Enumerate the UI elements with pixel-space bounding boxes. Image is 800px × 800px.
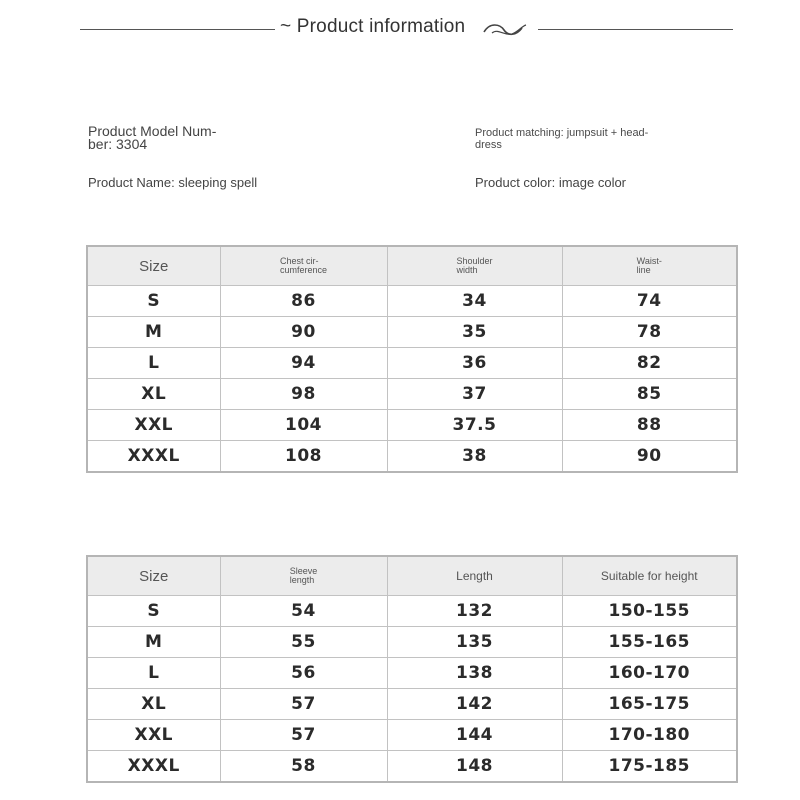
table-row xyxy=(87,751,737,783)
cell-height: 160-170 xyxy=(562,658,737,689)
cell-size: XL xyxy=(87,379,220,410)
cell-chest: 98 xyxy=(220,379,387,410)
cell-shoulder: 35 xyxy=(387,317,562,348)
cell-sleeve: 57 xyxy=(220,689,387,720)
cell-length: 142 xyxy=(387,689,562,720)
cell-size: M xyxy=(87,627,220,658)
size-table-length-height xyxy=(86,555,738,783)
header-shoulder xyxy=(387,246,562,286)
cell-waist: 82 xyxy=(562,348,737,379)
cell-height: 150-155 xyxy=(562,596,737,627)
product-matching: Product matching: jumpsuit + head- dress xyxy=(475,127,649,151)
cell-height: 170-180 xyxy=(562,720,737,751)
cell-chest: 86 xyxy=(220,286,387,317)
cell-sleeve: 56 xyxy=(220,658,387,689)
cell-size: XL xyxy=(87,689,220,720)
cell-chest: 90 xyxy=(220,317,387,348)
section-header xyxy=(0,14,800,44)
cell-size: S xyxy=(87,596,220,627)
size-table-body-measurements xyxy=(86,245,738,473)
cell-shoulder: 36 xyxy=(387,348,562,379)
cell-shoulder: 37 xyxy=(387,379,562,410)
cell-waist: 88 xyxy=(562,410,737,441)
cell-sleeve: 55 xyxy=(220,627,387,658)
cell-size: XXXL xyxy=(87,441,220,473)
table-row xyxy=(87,596,737,627)
cell-chest: 108 xyxy=(220,441,387,473)
cell-size: XXL xyxy=(87,410,220,441)
cell-height: 155-165 xyxy=(562,627,737,658)
header-waist-label: Waist- line xyxy=(636,256,662,275)
table-row xyxy=(87,379,737,410)
table-row xyxy=(87,627,737,658)
cell-length: 138 xyxy=(387,658,562,689)
header-chest xyxy=(220,246,387,286)
cell-size: M xyxy=(87,317,220,348)
cell-size: L xyxy=(87,348,220,379)
table-row xyxy=(87,348,737,379)
cell-shoulder: 34 xyxy=(387,286,562,317)
header-shoulder-label: Shoulder width xyxy=(456,256,493,275)
header-height: Suitable for height xyxy=(562,556,737,596)
cell-chest: 94 xyxy=(220,348,387,379)
cell-waist: 78 xyxy=(562,317,737,348)
cell-shoulder: 37.5 xyxy=(387,410,562,441)
cell-size: L xyxy=(87,658,220,689)
table-header-row xyxy=(87,556,737,596)
header-length: Length xyxy=(387,556,562,596)
cell-sleeve: 57 xyxy=(220,720,387,751)
cell-waist: 90 xyxy=(562,441,737,473)
cell-size: XXXL xyxy=(87,751,220,783)
product-name: Product Name: sleeping spell xyxy=(88,175,258,190)
cell-length: 148 xyxy=(387,751,562,783)
header-sleeve-label: Sleeve length xyxy=(289,566,318,585)
table-row xyxy=(87,410,737,441)
table-row xyxy=(87,441,737,473)
header-size: Size xyxy=(87,556,220,596)
product-model-number: Product Model Num- ber: 3304 xyxy=(88,123,217,152)
header-divider-left xyxy=(80,29,275,30)
cell-sleeve: 54 xyxy=(220,596,387,627)
table-row xyxy=(87,720,737,751)
cell-waist: 85 xyxy=(562,379,737,410)
header-waist xyxy=(562,246,737,286)
section-title: ~ Product information xyxy=(280,16,466,37)
cell-shoulder: 38 xyxy=(387,441,562,473)
header-size: Size xyxy=(87,246,220,286)
product-color: Product color: image color xyxy=(475,175,627,190)
header-divider-right xyxy=(538,29,733,30)
cell-waist: 74 xyxy=(562,286,737,317)
swirl-ornament-icon xyxy=(482,20,528,40)
table-header-row xyxy=(87,246,737,286)
table-row xyxy=(87,689,737,720)
cell-sleeve: 58 xyxy=(220,751,387,783)
cell-size: XXL xyxy=(87,720,220,751)
table-row xyxy=(87,658,737,689)
cell-size: S xyxy=(87,286,220,317)
cell-height: 165-175 xyxy=(562,689,737,720)
table-row xyxy=(87,317,737,348)
cell-height: 175-185 xyxy=(562,751,737,783)
cell-length: 132 xyxy=(387,596,562,627)
cell-length: 135 xyxy=(387,627,562,658)
header-chest-label: Chest cir- cumference xyxy=(279,256,328,275)
header-sleeve xyxy=(220,556,387,596)
table-row xyxy=(87,286,737,317)
cell-length: 144 xyxy=(387,720,562,751)
cell-chest: 104 xyxy=(220,410,387,441)
